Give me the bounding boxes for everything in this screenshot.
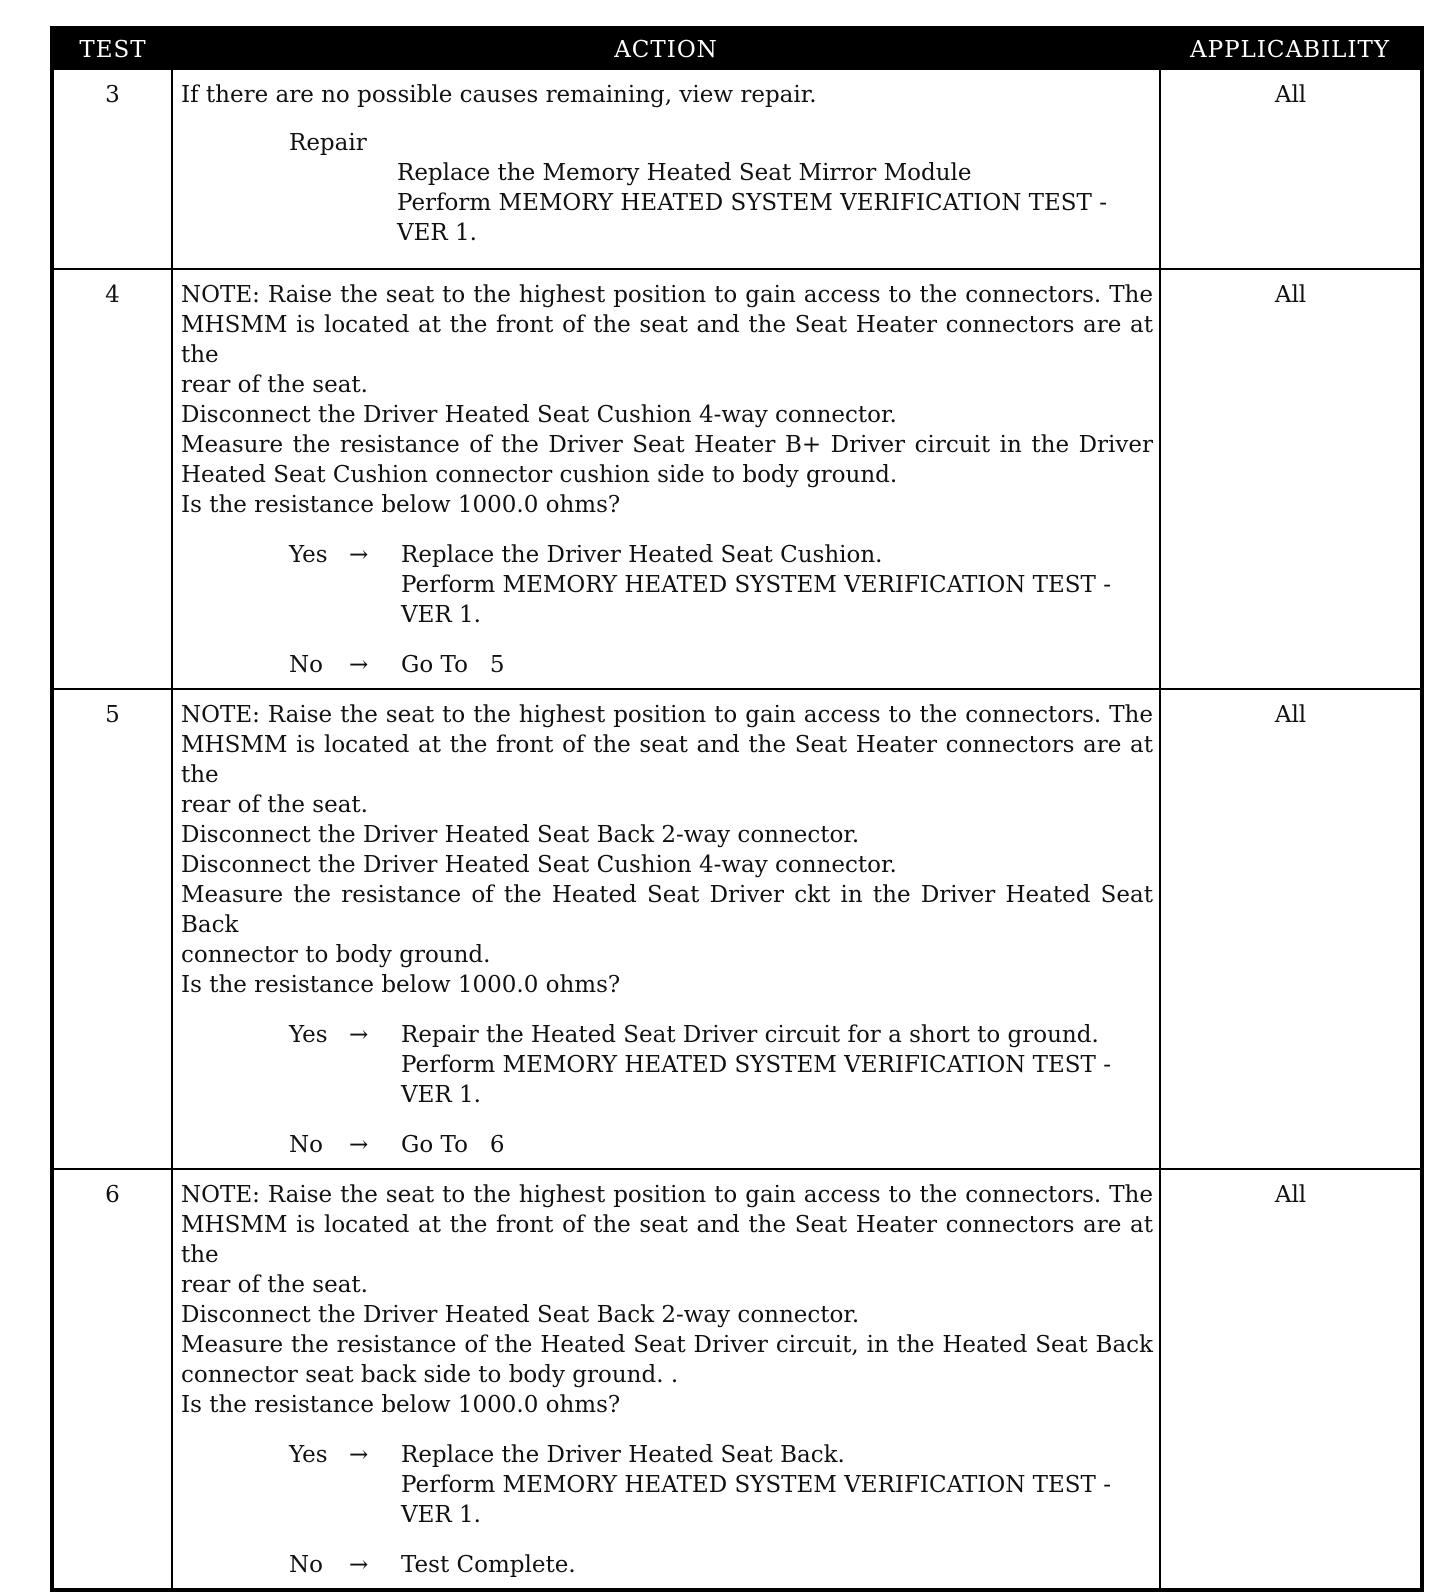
question-line: Is the resistance below 1000.0 ohms? — [181, 972, 621, 998]
table-row — [52, 269, 1422, 689]
diagnostic-test-table — [50, 26, 1424, 1592]
table-row — [52, 1169, 1422, 1590]
action-text-line: NOTE: Raise the seat to the highest position to gain access to the connectors. The — [181, 1182, 1153, 1208]
arrow-right-icon: → — [349, 1132, 369, 1158]
applicability-value: All — [1160, 689, 1422, 1169]
action-cell — [172, 1169, 1160, 1590]
response-line: Repair the Heated Seat Driver circuit for a short to ground. — [401, 1022, 1099, 1048]
repair-step-line: Perform MEMORY HEATED SYSTEM VERIFICATION TEST - — [397, 190, 1107, 216]
question-line: Is the resistance below 1000.0 ohms? — [181, 1392, 621, 1418]
action-text-line: MHSMM is located at the front of the seat and the Seat Heater connectors are at the — [181, 732, 1153, 788]
action-text-line: Measure the resistance of the Heated Seat Driver ckt in the Driver Heated Seat Back — [181, 882, 1153, 938]
action-text-line: NOTE: Raise the seat to the highest position to gain access to the connectors. The — [181, 282, 1153, 308]
response-line: VER 1. — [401, 1082, 481, 1108]
yes-response-body — [401, 540, 1153, 630]
applicability-value: All — [1160, 1169, 1422, 1590]
applicability-value: All — [1160, 269, 1422, 689]
yes-label: Yes — [289, 542, 328, 568]
action-cell — [172, 269, 1160, 689]
action-text-line: NOTE: Raise the seat to the highest position to gain access to the connectors. The — [181, 702, 1153, 728]
action-text-line: MHSMM is located at the front of the seat and the Seat Heater connectors are at the — [181, 1212, 1153, 1268]
table-header-row — [52, 28, 1422, 69]
test-number: 4 — [52, 269, 172, 689]
action-text-line: rear of the seat. — [181, 792, 368, 818]
no-response — [181, 650, 1153, 680]
no-response — [181, 1550, 1153, 1580]
yes-response — [181, 1020, 1153, 1110]
repair-label: Repair — [289, 130, 367, 156]
action-text-line: If there are no possible causes remaining, view repair. — [181, 82, 817, 108]
arrow-right-icon: → — [349, 652, 369, 678]
yes-response-body — [401, 1020, 1153, 1110]
test-number: 5 — [52, 689, 172, 1169]
yes-response — [181, 540, 1153, 630]
no-response-body — [401, 1550, 1153, 1580]
action-text-line: connector to body ground. — [181, 942, 491, 968]
action-text-line: Disconnect the Driver Heated Seat Back 2-way connector. — [181, 822, 860, 848]
arrow-right-icon: → — [349, 1552, 369, 1578]
response-line: VER 1. — [401, 602, 481, 628]
repair-steps — [397, 158, 1153, 248]
question-line: Is the resistance below 1000.0 ohms? — [181, 492, 621, 518]
action-text-line: rear of the seat. — [181, 372, 368, 398]
header-test: TEST — [52, 28, 172, 69]
test-number: 6 — [52, 1169, 172, 1590]
action-text-line: Measure the resistance of the Driver Seat Heater B+ Driver circuit in the Driver — [181, 432, 1153, 458]
applicability-value: All — [1160, 69, 1422, 269]
repair-step-line: VER 1. — [397, 220, 477, 246]
test-complete-text: Test Complete. — [401, 1552, 576, 1578]
no-response-body — [401, 650, 1153, 680]
action-cell — [172, 69, 1160, 269]
table-row — [52, 689, 1422, 1169]
no-response-body — [401, 1130, 1153, 1160]
no-response — [181, 1130, 1153, 1160]
action-text-line: connector seat back side to body ground. . — [181, 1362, 679, 1388]
response-line: VER 1. — [401, 1502, 481, 1528]
response-line: Perform MEMORY HEATED SYSTEM VERIFICATION TEST - — [401, 1472, 1111, 1498]
response-line: Perform MEMORY HEATED SYSTEM VERIFICATION TEST - — [401, 572, 1111, 598]
action-cell — [172, 689, 1160, 1169]
table-row — [52, 69, 1422, 269]
response-line: Replace the Driver Heated Seat Back. — [401, 1442, 845, 1468]
action-text-line: MHSMM is located at the front of the seat and the Seat Heater connectors are at the — [181, 312, 1153, 368]
action-text-line: Disconnect the Driver Heated Seat Back 2-way connector. — [181, 1302, 860, 1328]
goto-link[interactable]: Go To 6 — [401, 1132, 505, 1158]
no-label: No — [289, 652, 323, 678]
yes-label: Yes — [289, 1022, 328, 1048]
action-text-line: Disconnect the Driver Heated Seat Cushion 4-way connector. — [181, 852, 897, 878]
response-line: Replace the Driver Heated Seat Cushion. — [401, 542, 883, 568]
arrow-right-icon: → — [349, 542, 369, 568]
yes-response — [181, 1440, 1153, 1530]
yes-response-body — [401, 1440, 1153, 1530]
yes-label: Yes — [289, 1442, 328, 1468]
action-text-line: Heated Seat Cushion connector cushion side to body ground. — [181, 462, 898, 488]
header-applicability: APPLICABILITY — [1160, 28, 1422, 69]
no-label: No — [289, 1132, 323, 1158]
action-text-line: Measure the resistance of the Heated Seat Driver circuit, in the Heated Seat Back — [181, 1332, 1153, 1358]
goto-link[interactable]: Go To 5 — [401, 652, 505, 678]
repair-step-line: Replace the Memory Heated Seat Mirror Module — [397, 160, 972, 186]
no-label: No — [289, 1552, 323, 1578]
header-action: ACTION — [172, 28, 1160, 69]
arrow-right-icon: → — [349, 1442, 369, 1468]
action-text-line: rear of the seat. — [181, 1272, 368, 1298]
response-line: Perform MEMORY HEATED SYSTEM VERIFICATION TEST - — [401, 1052, 1111, 1078]
test-number: 3 — [52, 69, 172, 269]
action-text-line: Disconnect the Driver Heated Seat Cushion 4-way connector. — [181, 402, 897, 428]
arrow-right-icon: → — [349, 1022, 369, 1048]
